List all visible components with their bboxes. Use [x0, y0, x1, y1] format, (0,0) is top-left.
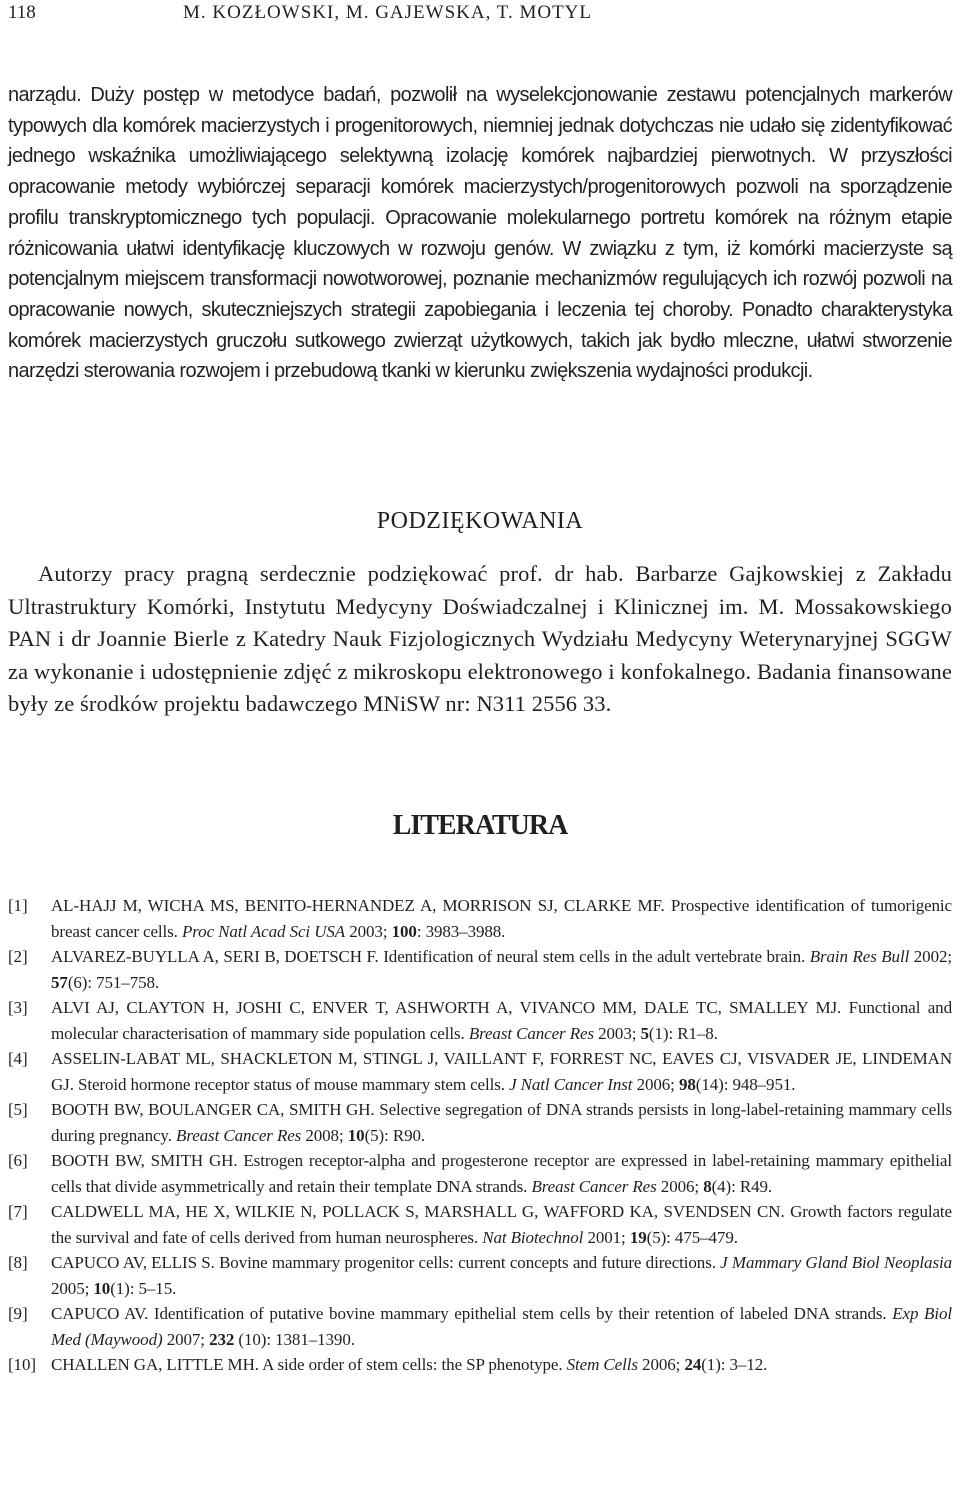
reference-volume: 57 [51, 972, 68, 992]
reference-journal: Nat Biotechnol [482, 1227, 584, 1247]
reference-authors: ALVI AJ, CLAYTON H, JOSHI C, ENVER T, ASHWORTH A, VIVANCO MM, DALE TC, SMALLEY MJ. [51, 998, 842, 1017]
reference-title: Selective segregation of DNA strands persists in long-label-retaining mammary cells during pregnancy. [51, 1100, 952, 1145]
reference-title: Functional and molecular characterisation of mammary side population cells. [51, 998, 952, 1043]
reference-authors: BOOTH BW, BOULANGER CA, SMITH GH. [51, 1100, 375, 1119]
reference-year: 2006; [636, 1074, 675, 1094]
reference-pages: : 3983–3988. [416, 921, 506, 941]
reference-journal: Stem Cells [566, 1355, 638, 1374]
reference-item [8, 1097, 952, 1148]
reference-authors: BOOTH BW, SMITH GH. [51, 1151, 238, 1170]
page-number: 118 [8, 2, 36, 23]
reference-title: Prospective identification of tumorigenic breast cancer cells. [51, 896, 953, 941]
reference-volume: 5 [640, 1023, 649, 1043]
body-paragraph: narządu. Duży postęp w metodyce badań, pozwolił na wyselekcjonowanie zestawu potencjalnych markerów typowych dla komórek macierzystych i progenitorowych, niemniej jednak dotychczas nie udało się zidentyfikować jednego wskaźnika umożliwiającego selektywną izolację komórek najbardziej pierwotnych. W przyszłości opracowanie metody wybiórczej separacji komórek macierzystych/progenitorowych pozwoli na sporządzenie profilu transkryptomicznego tych populacji. Opracowanie molekularnego portretu komórek na różnym etapie różnicowania ułatwi identyfikację kluczowych w rozwoju genów. W związku z tym, iż komórki macierzyste są potencjalnym miejscem transformacji nowotworowej, poznanie mechanizmów regulujących ich rozwój pozwoli na opracowanie nowych, skuteczniejszych strategii zapobiegania i leczenia tej choroby. Ponadto charakterystyka komórek macierzystych gruczołu sutkowego zwierząt użytkowych, takich jak bydło mleczne, ułatwi stworzenie narzędzi sterowania rozwojem i przebudową tkanki w kierunku zwiększenia wydajności produkcji. [8, 84, 952, 383]
reference-year: 2003; [349, 921, 388, 941]
reference-number: [5] [8, 1100, 28, 1119]
references-heading: LITERATURA [392, 810, 568, 841]
reference-authors: ASSELIN-LABAT ML, SHACKLETON M, STINGL J, VAILLANT F, FORREST NC, EAVES CJ, VISVADER JE, LINDEMAN GJ. [51, 1049, 952, 1094]
reference-journal: Proc Natl Acad Sci USA [182, 921, 346, 941]
reference-item [8, 1046, 952, 1097]
reference-list [8, 893, 952, 1378]
reference-title: Identification of putative bovine mammary epithelial stem cells by their retention of labeled DNA strands. [153, 1304, 887, 1323]
reference-pages: (5): 475–479. [646, 1227, 738, 1247]
reference-number: [3] [8, 998, 28, 1017]
reference-volume: 10 [347, 1125, 365, 1145]
reference-pages: (5): R90. [364, 1125, 426, 1145]
reference-item [8, 1301, 952, 1352]
reference-title: Identification of neural stem cells in the adult vertebrate brain. [383, 947, 806, 966]
reference-year: 2005; [51, 1278, 90, 1298]
reference-year: 2002; [913, 947, 952, 966]
reference-year: 2006; [660, 1176, 700, 1196]
reference-item [8, 995, 952, 1046]
reference-journal: Breast Cancer Res [468, 1023, 594, 1043]
reference-number: [10] [8, 1355, 36, 1374]
reference-number: [4] [8, 1049, 28, 1068]
reference-volume: 24 [684, 1355, 702, 1374]
reference-title: Estrogen receptor-alpha and progesterone receptor are expressed in label-retaining mammary epithelial cells that divide asymmetrically and retain their template DNA strands. [51, 1151, 952, 1196]
reference-authors: CALDWELL MA, HE X, WILKIE N, POLLACK S, MARSHALL G, WAFFORD KA, SVENDSEN CN. [51, 1202, 785, 1221]
acknowledgements-heading: PODZIĘKOWANIA [376, 508, 584, 534]
reference-journal: Breast Cancer Res [531, 1176, 657, 1196]
running-header [8, 2, 952, 28]
reference-authors: CHALLEN GA, LITTLE MH. [51, 1355, 259, 1374]
reference-number: [8] [8, 1253, 28, 1272]
reference-journal: Exp Biol Med (Maywood) [51, 1304, 952, 1349]
reference-pages: (1): 3–12. [701, 1355, 768, 1374]
reference-number: [2] [8, 947, 28, 966]
reference-journal: J Mammary Gland Biol Neoplasia [720, 1253, 952, 1272]
reference-year: 2003; [598, 1023, 637, 1043]
reference-pages: (10): 1381–1390. [234, 1329, 355, 1349]
reference-number: [6] [8, 1151, 28, 1170]
reference-volume: 98 [678, 1074, 696, 1094]
reference-item [8, 1250, 952, 1301]
reference-authors: AL-HAJJ M, WICHA MS, BENITO-HERNANDEZ A, MORRISON SJ, CLARKE MF. [51, 896, 665, 915]
acknowledgements-paragraph: Autorzy pracy pragną serdecznie podziękować prof. dr hab. Barbarze Gajkowskiej z Zakładu Ultrastruktury Komórki, Instytutu Medycyny Doświadczalnej i Klinicznej im. M. Mossakowskiego PAN i dr Joannie Bierle z Katedry Nauk Fizjologicznych Wydziału Medycyny Weterynaryjnej SGGW za wykonanie i udostępnienie zdjęć z mikroskopu elektronowego i konfokalnego. Badania finansowane były ze środków projektu badawczego MNiSW nr: N311 2556 33. [8, 561, 952, 717]
reference-title: Growth factors regulate the survival and fate of cells derived from human neurospheres. [51, 1202, 952, 1247]
reference-pages: (6): 751–758. [67, 972, 160, 992]
reference-authors: ALVAREZ-BUYLLA A, SERI B, DOETSCH F. [51, 947, 379, 966]
reference-number: [1] [8, 896, 28, 915]
reference-volume: 8 [703, 1176, 712, 1196]
reference-pages: (1): R1–8. [648, 1023, 718, 1043]
reference-item [8, 1199, 952, 1250]
reference-year: 2001; [587, 1227, 626, 1247]
reference-year: 2008; [305, 1125, 344, 1145]
reference-pages: (4): R49. [711, 1176, 773, 1196]
reference-authors: CAPUCO AV. [51, 1304, 149, 1323]
reference-item [8, 944, 952, 995]
reference-volume: 232 [209, 1329, 235, 1349]
reference-journal: Breast Cancer Res [176, 1125, 302, 1145]
reference-authors: CAPUCO AV, ELLIS S. [51, 1253, 215, 1272]
reference-year: 2007; [166, 1329, 205, 1349]
reference-item [8, 893, 952, 944]
reference-pages: (1): 5–15. [110, 1278, 177, 1298]
reference-volume: 100 [391, 921, 417, 941]
reference-item [8, 1352, 952, 1378]
reference-volume: 10 [93, 1278, 111, 1298]
reference-number: [7] [8, 1202, 28, 1221]
reference-title: Steroid hormone receptor status of mouse mammary stem cells. [78, 1074, 505, 1094]
reference-volume: 19 [629, 1227, 647, 1247]
reference-title: Bovine mammary progenitor cells: current concepts and future directions. [219, 1253, 716, 1272]
reference-title: A side order of stem cells: the SP phenotype. [262, 1355, 563, 1374]
reference-item [8, 1148, 952, 1199]
reference-year: 2006; [642, 1355, 681, 1374]
reference-number: [9] [8, 1304, 28, 1323]
reference-pages: (14): 948–951. [695, 1074, 796, 1094]
reference-journal: J Natl Cancer Inst [509, 1074, 633, 1094]
reference-journal: Brain Res Bull [809, 947, 910, 966]
running-header-authors: M. KOZŁOWSKI, M. GAJEWSKA, T. MOTYL [183, 2, 592, 23]
